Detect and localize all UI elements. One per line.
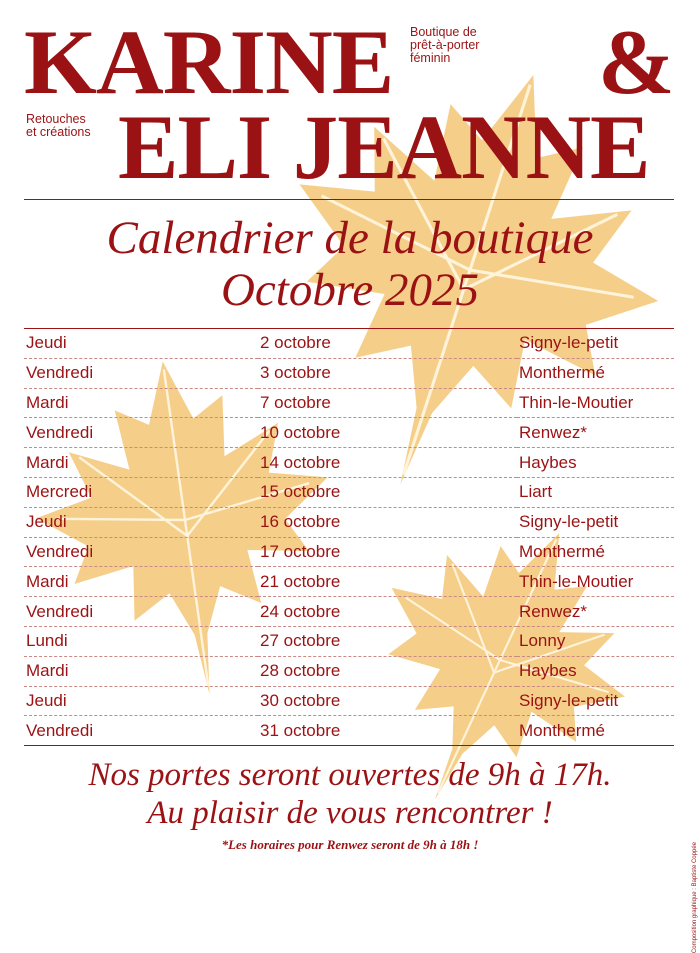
place-cell: Signy-le-petit [517,329,674,359]
brand-name-line2: ELI JEANNE [118,96,650,198]
day-cell: Mercredi [24,477,258,507]
place-cell: Thin-le-Moutier [517,567,674,597]
day-cell: Vendredi [24,418,258,448]
design-credit: Composition graphique : Baptiste Coppée [692,842,698,953]
place-cell: Monthermé [517,358,674,388]
date-cell: 16 octobre [258,507,517,537]
date-cell: 10 octobre [258,418,517,448]
date-cell: 3 octobre [258,358,517,388]
day-cell: Vendredi [24,716,258,746]
day-cell: Mardi [24,656,258,686]
date-cell: 28 octobre [258,656,517,686]
place-cell: Lonny [517,626,674,656]
date-cell: 2 octobre [258,329,517,359]
day-cell: Jeudi [24,507,258,537]
place-cell: Haybes [517,656,674,686]
table-row [24,329,674,359]
day-cell: Mardi [24,388,258,418]
date-cell: 30 octobre [258,686,517,716]
table-row [24,537,674,567]
day-cell: Jeudi [24,686,258,716]
place-cell: Thin-le-Moutier [517,388,674,418]
table-row [24,656,674,686]
calendar-title: Calendrier de la boutique [106,212,594,264]
table-row [24,358,674,388]
table-row [24,507,674,537]
table-row [24,597,674,627]
place-cell: Haybes [517,448,674,478]
date-cell: 31 octobre [258,716,517,746]
boutique-tagline: Boutique de prêt-à-porter féminin [410,25,480,65]
calendar-month: Octobre 2025 [220,264,480,316]
ampersand: & [598,11,674,113]
place-cell: Renwez* [517,597,674,627]
table-row [24,448,674,478]
date-cell: 17 octobre [258,537,517,567]
table-row [24,567,674,597]
brand-name-line1: KARINE [24,11,394,113]
table-row [24,686,674,716]
table-row [24,626,674,656]
day-cell: Mardi [24,567,258,597]
table-row [24,716,674,746]
day-cell: Jeudi [24,329,258,359]
place-cell: Signy-le-petit [517,507,674,537]
table-row [24,418,674,448]
day-cell: Vendredi [24,597,258,627]
renwez-hours-note: *Les horaires pour Renwez seront de 9h à 18h ! [221,837,479,852]
day-cell: Vendredi [24,537,258,567]
place-cell: Renwez* [517,418,674,448]
date-cell: 7 octobre [258,388,517,418]
schedule-table [24,328,674,746]
date-cell: 15 octobre [258,477,517,507]
header-divider [24,199,674,200]
day-cell: Lundi [24,626,258,656]
date-cell: 24 octobre [258,597,517,627]
date-cell: 14 octobre [258,448,517,478]
place-cell: Liart [517,477,674,507]
retouches-tagline: Retouches et créations [26,112,91,139]
place-cell: Signy-le-petit [517,686,674,716]
table-row [24,477,674,507]
table-row [24,388,674,418]
day-cell: Mardi [24,448,258,478]
opening-hours: Nos portes seront ouvertes de 9h à 17h. [88,757,612,793]
date-cell: 21 octobre [258,567,517,597]
place-cell: Monthermé [517,716,674,746]
date-cell: 27 octobre [258,626,517,656]
closing-greeting: Au plaisir de vous rencontrer ! [147,795,553,831]
place-cell: Monthermé [517,537,674,567]
day-cell: Vendredi [24,358,258,388]
